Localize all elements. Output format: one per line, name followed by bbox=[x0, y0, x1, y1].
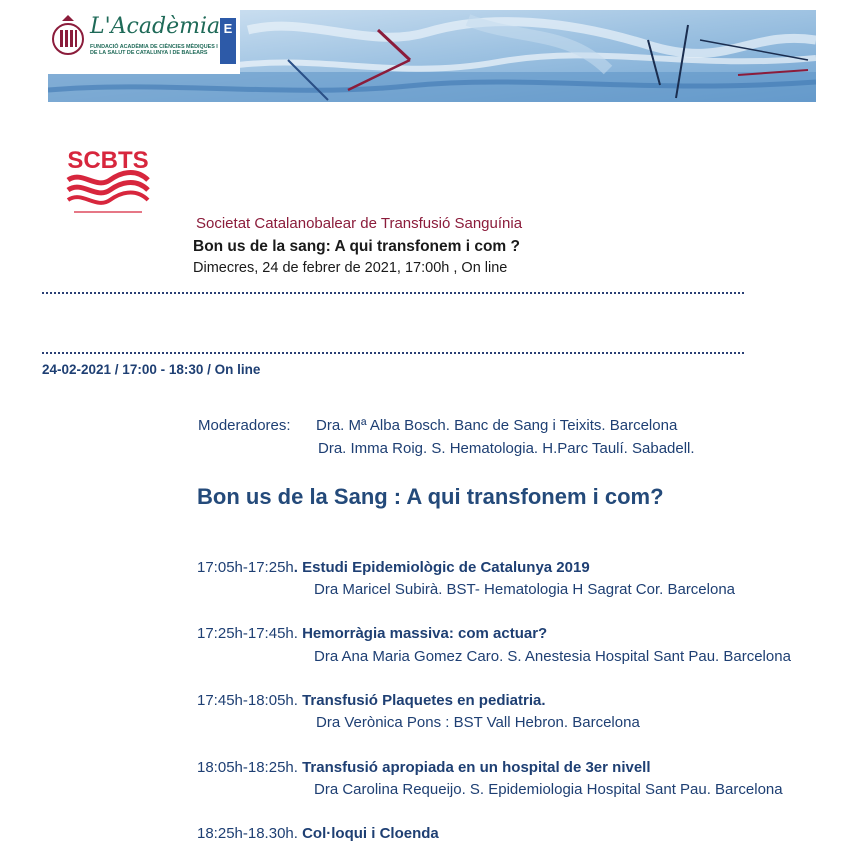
talk-title: Transfusió apropiada en un hospital de 3er nivell bbox=[297, 759, 651, 776]
dotted-divider bbox=[42, 292, 744, 294]
talk-item bbox=[197, 625, 547, 642]
seal-icon bbox=[51, 13, 85, 61]
talk-title: Hemorràgia massiva: com actuar? bbox=[297, 625, 548, 642]
talk-time: 18:25h-18.30h. bbox=[197, 825, 298, 842]
talk-title: Transfusió Plaquetes en pediatria. bbox=[297, 692, 546, 709]
academia-name: L'Acadèmia bbox=[90, 14, 221, 39]
talk-time: 17:45h-18:05h. bbox=[197, 692, 298, 709]
academia-logo bbox=[48, 10, 240, 74]
session-title: Bon us de la sang: A qui transfonem i com ? bbox=[193, 238, 520, 255]
scbts-logo-text: SCBTS bbox=[67, 147, 149, 174]
dotted-divider bbox=[42, 352, 744, 354]
header-banner bbox=[48, 10, 816, 102]
talk-time: 18:05h-18:25h. bbox=[197, 759, 298, 776]
moderators-label: Moderadores: bbox=[198, 417, 291, 434]
talk-item bbox=[197, 692, 546, 709]
society-name: Societat Catalanobalear de Transfusió Sanguínia bbox=[196, 215, 523, 232]
program-title: Bon us de la Sang : A qui transfonem i com? bbox=[197, 484, 664, 509]
talk-title: . Estudi Epidemiològic de Catalunya 2019 bbox=[293, 559, 590, 576]
talk-title: Col·loqui i Cloenda bbox=[297, 825, 439, 842]
moderator-1: Dra. Mª Alba Bosch. Banc de Sang i Teixits. Barcelona bbox=[316, 417, 678, 434]
talk-time: 17:25h-17:45h. bbox=[197, 625, 298, 642]
session-time: 24-02-2021 / 17:00 - 18:30 / On line bbox=[42, 362, 261, 377]
scbts-logo-graphic bbox=[62, 140, 154, 216]
session-date: Dimecres, 24 de febrer de 2021, 17:00h , On line bbox=[193, 260, 508, 276]
talk-speaker: Dra Carolina Requeijo. S. Epidemiologia Hospital Sant Pau. Barcelona bbox=[314, 781, 783, 798]
talk-time: 17:05h-17:25h bbox=[197, 559, 294, 576]
scbts-logo bbox=[62, 140, 154, 216]
talk-item bbox=[197, 559, 590, 576]
talk-speaker: Dra Ana Maria Gomez Caro. S. Anestesia Hospital Sant Pau. Barcelona bbox=[314, 648, 791, 665]
academia-subtitle: FUNDACIÓ ACADÈMIA DE CIÈNCIES MÈDIQUES I DE LA SALUT DE CATALUNYA I DE BALEARS bbox=[90, 44, 218, 57]
moderator-2: Dra. Imma Roig. S. Hematologia. H.Parc Taulí. Sabadell. bbox=[318, 440, 695, 457]
talk-item bbox=[197, 825, 439, 842]
talk-speaker: Dra Verònica Pons : BST Vall Hebron. Barcelona bbox=[316, 714, 640, 731]
talk-item bbox=[197, 759, 651, 776]
talk-speaker: Dra Maricel Subirà. BST- Hematologia H Sagrat Cor. Barcelona bbox=[314, 581, 736, 598]
e-badge: E bbox=[220, 18, 236, 64]
